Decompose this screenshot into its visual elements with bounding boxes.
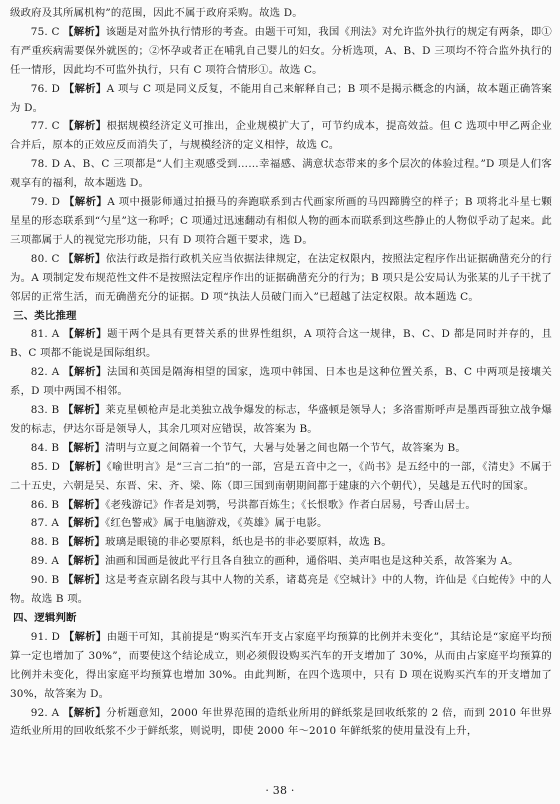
answer-text: 《喻世明言》是“三言二拍”的一部，宫是五音中之一，《尚书》是五经中的一部，《清史》不属于二十五史，六朝是吴、东晋、宋、齐、梁、陈（即三国到南朝期间都于建康的六个朝代），吴越是五代时的国家。 [10, 460, 552, 492]
answer-number: 80. C [30, 252, 60, 265]
answer-text: 根据规模经济定义可推出，企业规模扩大了，可节约成本，提高效益。但 C 选项中甲乙两企业合并后，原本的正效应反而消失了，与规模经济的定义相悖，故选 C。 [10, 120, 552, 152]
answer-q88 [10, 533, 552, 552]
answer-number: 79. D [30, 196, 61, 209]
answer-number: 90. B [30, 574, 60, 587]
answer-number: 84. B [30, 441, 60, 454]
answer-text: A 项与 C 项是同义反复，不能用自己来解释自己；B 项不是揭示概念的内涵，故本题正确答案为 D。 [10, 82, 552, 114]
answer-text: 依法行政是指行政机关应当依据法律规定，在法定权限内，按照法定程序作出证据确凿充分的行为。A 项制定发布规范性文件不是按照法定程序作出的证据确凿充分的行为；B 项只是公安局认为张某的儿子干扰了邻居的正常生活，而无确凿充分的证据。D 项“执法人员破门而入”已超越了法定权限。故本题选 C。 [10, 252, 552, 303]
answer-number: 83. B [30, 404, 60, 417]
analysis-tag: 【解析】 [62, 574, 106, 587]
analysis-tag: 【解析】 [63, 82, 107, 95]
analysis-tag: 【解析】 [62, 498, 106, 511]
answer-text: 由题干可知，其前提是“购买汽车开支占家庭平均预算的比例并未变化”，其结论是“家庭平均预算一定也增加了 30%”，而要使这个结论成立，则必须假设购买汽车的开支增加了 30%，从而由占家庭平均预算的比例并未变化，得出家庭平均预算也增加 30%。由此判断，在四个选项中，只有 D 项在说购买汽车的开支增加了 30%，故答案为 D。 [10, 630, 552, 700]
analysis-tag: 【解析】 [63, 366, 107, 379]
analysis-tag: 【解析】 [63, 120, 107, 133]
answer-q85 [10, 458, 552, 496]
answer-number: 88. B [30, 536, 60, 549]
analysis-tag: 【解析】 [62, 441, 106, 454]
answer-number: 91. D [30, 630, 61, 643]
analysis-tag: 【解析】 [63, 25, 106, 38]
analysis-tag: 【解析】 [63, 328, 108, 341]
answer-q86 [10, 496, 552, 515]
analysis-tag: 【解析】 [63, 252, 106, 265]
answer-q90 [10, 571, 552, 609]
answer-text: 《老残游记》作者是刘鹗，号洪都百炼生；《长恨歌》作者白居易，号香山居士。 [105, 498, 477, 511]
answer-q83 [10, 401, 552, 439]
answer-number: 75. C [30, 25, 60, 38]
answer-text: 题干两个是具有更替关系的世界性组织，A 项符合这一规律，B、C、D 都是同时并存的，且 B、C 项都不能说是国际组织。 [10, 328, 552, 360]
answer-text: 法国和英国是隔海相望的国家，选项中韩国、日本也是这种位置关系，B、C 中两项是接壤关系，D 项中两国不相邻。 [10, 366, 552, 398]
analysis-tag: 【解析】 [62, 555, 106, 568]
answer-text: A 项中摄影师通过拍摄马的奔跑联系到古代画家所画的马四蹄腾空的样子；B 项将北斗星七颗星星的形态联系到“勺星”这一称呼；C 项通过迅速翻动有相似人物的画本而联系到这些静止的人物似乎动了起来。此三项都属于人的视觉完形功能，只有 D 项符合题干要求，选 D。 [10, 196, 552, 246]
answer-number: 76. D [30, 82, 61, 95]
answer-q77 [10, 117, 552, 155]
answer-number: 85. D [30, 460, 61, 473]
analysis-tag: 【解析】 [63, 196, 108, 209]
answer-text: 莱克星顿枪声是北美独立战争爆发的标志，华盛顿是领导人；多洛雷斯呼声是墨西哥独立战争爆发的标志，伊达尔哥是领导人，其余几项对应错误，故答案为 B。 [10, 404, 552, 435]
page-number: · 38 · [265, 784, 295, 798]
answer-text: 该题是对监外执行情形的考查。由题干可知，我国《刑法》对允许监外执行的规定有两条，即①有严重疾病需要保外就医的；②怀孕或者正在哺乳自己婴儿的妇女。分析选项，A、B、D 三项均不符合监外执行的任一情形，因此均不可监外执行，只有 C 项符合情形①。故选 C。 [10, 25, 552, 76]
answer-q76 [10, 80, 552, 118]
analysis-tag: 【解析】 [62, 517, 106, 530]
answer-q84 [10, 439, 552, 458]
answer-number: 77. C [30, 120, 60, 133]
answer-q79 [10, 193, 552, 250]
answer-q78 [10, 155, 552, 193]
answer-text: 《红色警戒》属于电脑游戏，《英雄》属于电影。 [105, 517, 328, 530]
answer-number: 89. A [30, 555, 60, 568]
answer-q89 [10, 552, 552, 571]
paragraph-text: 级政府及其所属机构”的范围，因此不属于政府采购。故选 D。 [10, 7, 303, 19]
answer-text: 玻璃是眼镜的非必要原料，纸也是书的非必要原料，故选 B。 [105, 536, 392, 549]
answer-q75 [10, 23, 552, 80]
answer-text: A、B、C 三项都是“人们主观感受到……幸福感、满意状态带来的多个层次的体验过程。”D 项是人们客观享有的福利，故本题选 D。 [10, 158, 552, 190]
answer-text: 这是考查京剧名段与其中人物的关系，诸葛亮是《空城计》中的人物，许仙是《白蛇传》中的人物。故选 B 项。 [10, 574, 552, 606]
answer-number: 81. A [30, 328, 60, 341]
answer-q81 [10, 325, 552, 363]
answer-q82 [10, 363, 552, 401]
answer-number: 87. A [30, 517, 60, 530]
answer-q92 [10, 704, 552, 742]
answer-q91 [10, 628, 552, 704]
analysis-tag: 【解析】 [63, 706, 107, 719]
answer-number: 92. A [30, 706, 60, 719]
analysis-tag: 【解析】 [63, 630, 107, 643]
answer-text: 油画和国画是彼此平行且各自独立的画种，通俗唱、美声唱也是这种关系，故答案为 A。 [105, 555, 519, 568]
analysis-tag: 【解析】 [62, 536, 106, 549]
section-heading-analogy: 三、类比推理 [13, 309, 77, 322]
answer-number: 78. D [30, 158, 61, 171]
answer-text: 清明与立夏之间隔着一个节气，大暑与处暑之间也隔一个节气，故答案为 B。 [105, 441, 466, 454]
analysis-tag: 【解析】 [62, 404, 106, 417]
answer-number: 86. B [30, 498, 60, 511]
answer-text: 分析题意知，2000 年世界范围的造纸业所用的鲜纸浆是回收纸浆的 2 倍，而到 2010 年世界造纸业所用的回收纸浆不少于鲜纸浆，则说明，即使 2000 年～2010 年鲜纸浆的使用量没有上升， [10, 706, 552, 738]
answer-q80 [10, 250, 552, 307]
analysis-tag: 【解析】 [63, 460, 107, 473]
answer-q87 [10, 514, 552, 533]
q74-continuation [10, 4, 552, 23]
answer-number: 82. A [30, 366, 60, 379]
section-heading-logic: 四、逻辑判断 [13, 612, 77, 624]
